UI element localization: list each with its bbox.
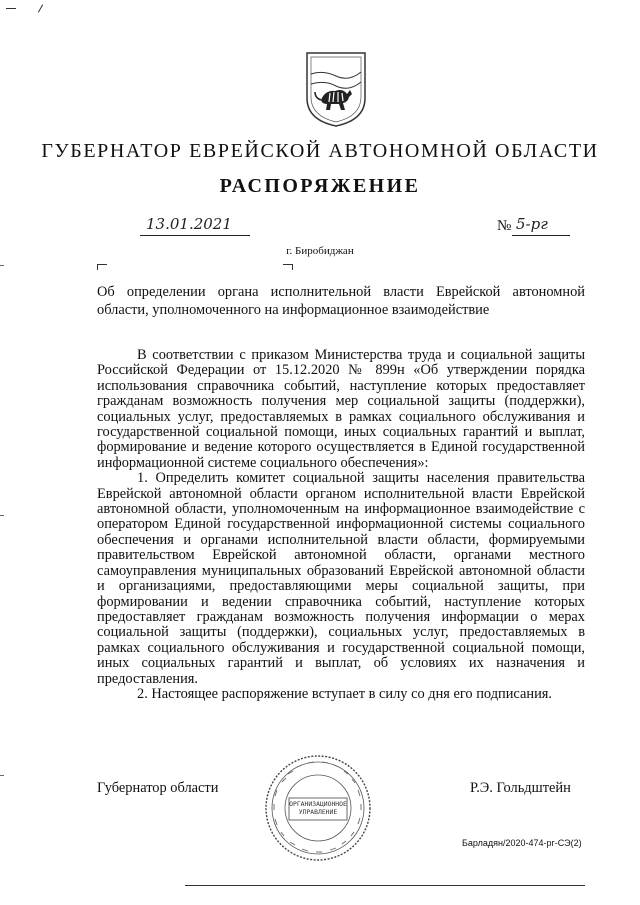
- official-stamp: [262, 752, 374, 864]
- issue-city: г. Биробиджан: [286, 245, 354, 257]
- document-subject: Об определении органа исполнительной власти Еврейской автономной области, уполномоченного на информационное взаимодействие: [97, 284, 585, 318]
- margin-tick: [0, 515, 4, 516]
- item-2-paragraph: 2. Настоящее распоряжение вступает в силу со дня его подписания.: [137, 685, 552, 702]
- stamp-text-line-2: УПРАВЛЕНИЕ: [298, 808, 338, 816]
- coat-of-arms-emblem: [303, 50, 369, 128]
- margin-tick: [0, 775, 4, 776]
- document-type: РАСПОРЯЖЕНИЕ: [219, 175, 421, 197]
- signatory-name: Р.Э. Гольдштейн: [470, 780, 571, 796]
- document-number: 5-рг: [512, 215, 570, 236]
- scan-mark: [6, 8, 16, 9]
- preamble-paragraph: В соответствии с приказом Министерства труда и социальной защиты Российской Федерации от 15.12.2020 № 899н «Об утверждении порядка использования справочника событий, наступление которых предоставляет гражданам возможность получения мер социальной защиты (поддержки), социальных услуг, предоставляемых в рамках социального обслуживания и государственной социальной помощи, иных социальных гарантий и выплат, формирование и ведение которого осуществляется в Единой государственной информационной системе социального обеспечения»:: [97, 347, 585, 471]
- scan-mark: [38, 4, 43, 12]
- subject-bracket-left: [97, 264, 107, 270]
- stamp-text-line-1: ОРГАНИЗАЦИОННОЕ: [289, 800, 347, 808]
- registration-code: Барладян/2020-474-рг-СЭ(2): [462, 838, 582, 848]
- signatory-position: Губернатор области: [97, 780, 219, 796]
- margin-tick: [0, 265, 4, 266]
- subject-bracket-right: [283, 264, 293, 270]
- number-label: №: [497, 218, 512, 234]
- bottom-rule: [185, 885, 585, 886]
- document-body: [97, 348, 585, 702]
- issuer-title: ГУБЕРНАТОР ЕВРЕЙСКОЙ АВТОНОМНОЙ ОБЛАСТИ: [41, 140, 599, 162]
- document-date: 13.01.2021: [140, 215, 250, 236]
- tiger-emblem-icon: [303, 50, 369, 128]
- item-1-paragraph: 1. Определить комитет социальной защиты населения правительства Еврейской автономной области органом исполнительной власти Еврейской автономной области, уполномоченным на информационное взаимодействие с оператором Единой государственной информационной системы социального обеспечения и органами исполнительной власти области, формируемыми правительством Еврейской автономной области, органами местного самоуправления муниципальных образований Еврейской автономной области и организациями, предоставляющими меры социальной защиты, при формировании и ведении справочника событий, наступление которых предоставляет гражданам возможность получения информации о мерах социальной защиты (поддержки), социальных услуг, предоставляемых в рамках социального обслуживания и государственной социальной помощи, иных социальных гарантий и выплат, об условиях их назначения и предоставления.: [97, 470, 585, 687]
